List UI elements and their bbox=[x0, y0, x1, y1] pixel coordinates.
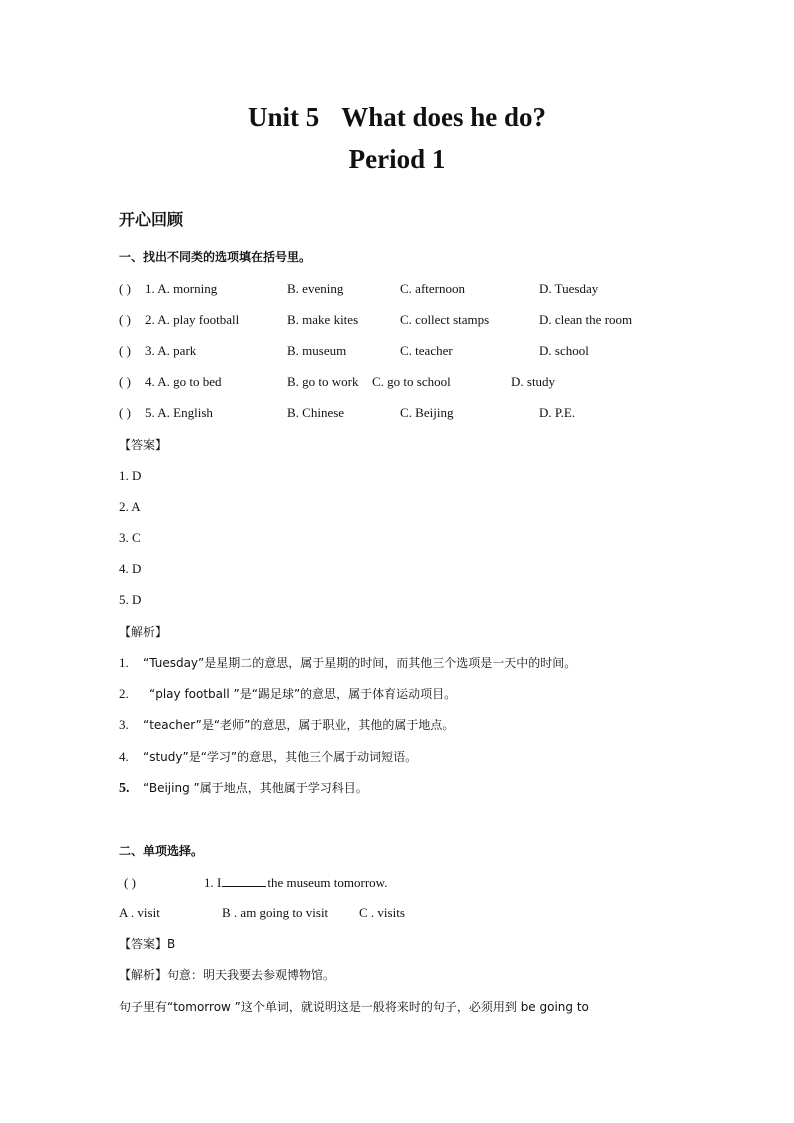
part2-option-a: A . visit bbox=[119, 905, 160, 920]
answer-paren: ( ) bbox=[124, 875, 136, 890]
analysis-text: “Tuesday”是星期二的意思，属于星期的时间，而其他三个选项是一天中的时间。 bbox=[143, 656, 577, 670]
option-d: D. study bbox=[511, 374, 556, 389]
analysis-num: 3. bbox=[119, 717, 129, 732]
title-question: What does he do? bbox=[341, 102, 547, 132]
part2-question-row bbox=[124, 873, 387, 892]
option-b: B. go to work bbox=[287, 374, 359, 389]
part2-heading: 二、单项选择。 bbox=[119, 844, 204, 858]
question-stem: 1. A. morning bbox=[145, 281, 218, 296]
option-d: D. clean the room bbox=[539, 312, 633, 327]
option-b: B. Chinese bbox=[287, 405, 345, 420]
answer-paren: ( ) bbox=[119, 374, 131, 389]
title-unit: Unit 5 bbox=[247, 102, 320, 132]
part2-analysis-line2: 句子里有“tomorrow ”这个单词，就说明这是一般将来时的句子，必须用到 be going to bbox=[119, 1000, 589, 1014]
answer-item: 3. C bbox=[119, 530, 141, 545]
answer-paren: ( ) bbox=[119, 281, 131, 296]
option-d: D. school bbox=[539, 343, 589, 358]
option-c: C. afternoon bbox=[400, 281, 465, 296]
analysis-item bbox=[119, 654, 576, 672]
answer-item: 4. D bbox=[119, 561, 142, 576]
question-stem: 5. A. English bbox=[145, 405, 213, 420]
part2-answer: 【答案】B bbox=[119, 937, 176, 951]
option-b: B. make kites bbox=[287, 312, 359, 327]
analysis-text: “teacher”是“老师”的意思，属于职业，其他的属于地点。 bbox=[143, 718, 455, 732]
analysis-text: “study”是“学习”的意思，其他三个属于动词短语。 bbox=[143, 750, 418, 764]
answer-label: 【答案】 bbox=[119, 438, 168, 452]
part2-option-b: B . am going to visit bbox=[222, 905, 329, 920]
analysis-num: 2. bbox=[119, 686, 129, 701]
page-title bbox=[0, 101, 794, 133]
answer-paren: ( ) bbox=[119, 343, 131, 358]
analysis-item bbox=[119, 779, 368, 798]
question-stem-after: the museum tomorrow. bbox=[267, 875, 388, 890]
option-c: C. go to school bbox=[372, 374, 451, 389]
analysis-item bbox=[119, 685, 456, 703]
answer-paren: ( ) bbox=[119, 405, 131, 420]
analysis-item bbox=[119, 748, 417, 766]
analysis-text: “Beijing ”属于地点，其他属于学习科目。 bbox=[143, 781, 368, 795]
page-subtitle: Period 1 bbox=[348, 144, 446, 174]
option-c: C. collect stamps bbox=[400, 312, 490, 327]
question-stem: 2. A. play football bbox=[145, 312, 240, 327]
option-d: D. Tuesday bbox=[539, 281, 599, 296]
analysis-text: “play football ”是“踢足球”的意思，属于体育运动项目。 bbox=[149, 687, 457, 701]
answer-item: 5. D bbox=[119, 592, 142, 607]
question-stem-before: 1. I bbox=[204, 875, 222, 890]
option-c: C. Beijing bbox=[400, 405, 454, 420]
analysis-num: 4. bbox=[119, 749, 129, 764]
part2-option-c: C . visits bbox=[359, 905, 405, 920]
part1-heading: 一、找出不同类的选项填在括号里。 bbox=[119, 250, 312, 264]
fill-blank bbox=[222, 873, 266, 887]
option-b: B. evening bbox=[287, 281, 344, 296]
analysis-num: 5. bbox=[119, 781, 130, 796]
option-c: C. teacher bbox=[400, 343, 453, 358]
answer-paren: ( ) bbox=[119, 312, 131, 327]
analysis-num: 1. bbox=[119, 655, 129, 670]
analysis-label: 【解析】 bbox=[119, 625, 168, 639]
answer-item: 1. D bbox=[119, 468, 142, 483]
question-stem: 4. A. go to bed bbox=[145, 374, 222, 389]
section-review-heading: 开心回顾 bbox=[119, 210, 184, 229]
option-b: B. museum bbox=[287, 343, 347, 358]
analysis-item bbox=[119, 716, 454, 734]
option-d: D. P.E. bbox=[539, 405, 576, 420]
question-stem: 3. A. park bbox=[145, 343, 197, 358]
answer-item: 2. A bbox=[119, 499, 141, 514]
part2-analysis-line1: 【解析】句意：明天我要去参观博物馆。 bbox=[119, 968, 336, 982]
